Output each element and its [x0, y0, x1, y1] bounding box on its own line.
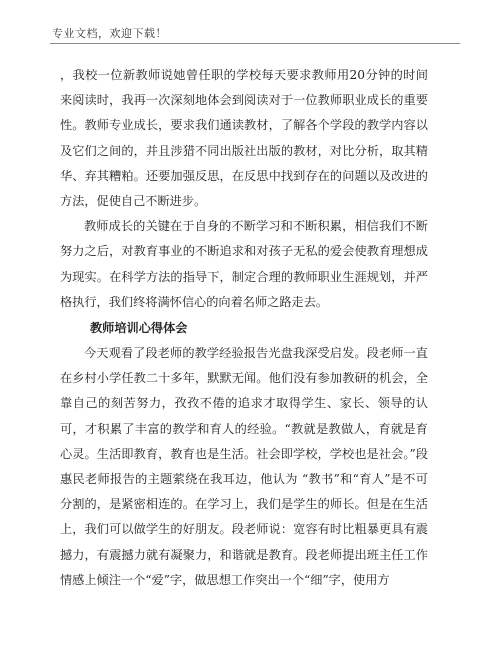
section-heading: 教师培训心得体会 [90, 321, 188, 336]
header-divider [50, 43, 460, 44]
page-header: 专业文档，欢迎下载！ [52, 27, 167, 40]
paragraph-3: 今天观看了段老师的教学经验报告光盘我深受启发。段老师一直在乡村小学任教二十多年，默默无闻。他们没有参加教研的机会，全靠自己的刻苦努力，孜孜不倦的追求才取得学生、家长、领导的认可，才积累了丰富的教学和育人的经验。“教就是教做人，育就是育心灵。生活即教育，教育也是生活。社会即学校，学校也是社会。”段惠民老师报告的主题萦绕在我耳边，他认为 “教书”和“育人”是不可分割的，是紧密相连的。在学习上，我们是学生的师长。但是在生活上，我们可以做学生的好朋友。段老师说：宽容有时比粗暴更具有震撼力，有震撼力就有凝聚力，和谐就是教育。段老师提出班主任工作情感上倾注一个“爱”字，做思想工作突出一个“细”字，使用方 [60, 346, 428, 587]
paragraph-2: 教师成长的关键在于自身的不断学习和不断积累，相信我们不断努力之后，对教育事业的不断追求和对孩子无私的爱会使教育理想成为现实。在科学方法的指导下，制定合理的教师职业生涯规划，并严格执行，我们终将满怀信心的向着名师之路走去。 [60, 219, 428, 309]
paragraph-1: ，我校一位新教师说她曾任职的学校每天要求教师用20分钟的时间来阅读时，我再一次深刻地体会到阅读对于一位教师职业成长的重要性。教师专业成长，要求我们通读教材，了解各个学段的教学内容以及它们之间的，并且涉猎不同出版社出版的教材，对比分析，取其精华、弃其糟粕。还要加强反思，在反思中找到存在的问题以及改进的方法，促使自己不断进步。 [60, 68, 428, 209]
document-body [60, 63, 428, 593]
